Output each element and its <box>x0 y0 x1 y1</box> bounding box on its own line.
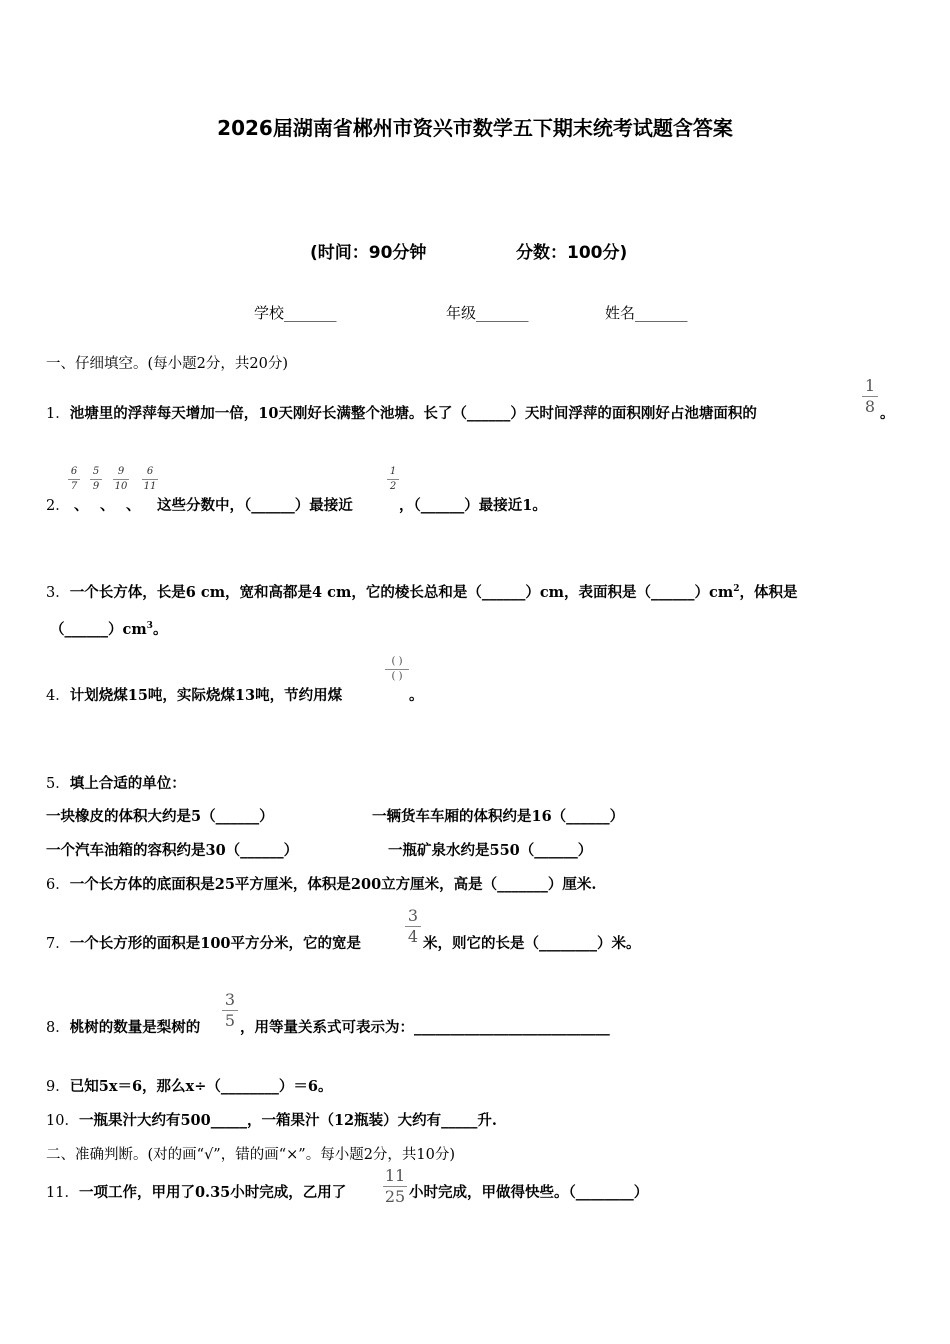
question-6 <box>46 873 596 894</box>
question-number: 9． <box>46 1079 70 1095</box>
question-number: 2． <box>46 498 70 514</box>
question-text: 一个长方体的底面积是25平方厘米，体积是200立方厘米，高是（_______）厘米. <box>69 876 597 893</box>
numerator: 1 <box>864 376 876 395</box>
question-7-tail: 米，则它的长是（________）米。 <box>423 935 641 952</box>
question-9 <box>46 1075 332 1096</box>
question-1 <box>46 402 757 423</box>
question-2-text: 这些分数中，（______）最接近 <box>157 497 353 514</box>
question-text: 桃树的数量是梨树的 <box>69 1019 201 1036</box>
question-4-tail: 。 <box>409 687 424 704</box>
denominator: 2 <box>389 481 397 492</box>
question-number: 1． <box>46 406 70 422</box>
question-2-tail: ，（______）最接近1。 <box>399 497 547 514</box>
numerator: 3 <box>407 906 419 925</box>
numerator: 6 <box>146 466 154 477</box>
question-number: 11． <box>46 1185 79 1201</box>
fraction-one-half <box>387 467 399 492</box>
question-5-item-d: 一瓶矿泉水约是550（______） <box>388 842 593 859</box>
denominator: 10 <box>114 481 128 492</box>
fraction-3-4 <box>405 908 421 945</box>
superscript: 3 <box>146 621 153 632</box>
question-5 <box>46 772 186 793</box>
question-text: 已知5x＝6，那么x÷（________）＝6。 <box>69 1078 333 1095</box>
question-5-item-c: 一个汽车油箱的容积约是30（______） <box>46 842 299 859</box>
denominator: 11 <box>143 481 157 492</box>
separator: 、 <box>100 497 115 514</box>
document-title: 2026届湖南省郴州市资兴市数学五下期末统考试题含答案 <box>217 116 733 140</box>
numerator: 1 <box>389 466 397 477</box>
denominator: ( ) <box>391 671 403 682</box>
denominator: 7 <box>70 481 78 492</box>
question-3-line-2 <box>50 618 167 639</box>
question-3 <box>46 581 797 602</box>
question-8-tail: ，用等量关系式可表示为：___________________________ <box>240 1019 610 1036</box>
numerator: 11 <box>384 1166 406 1185</box>
question-number: 6． <box>46 877 70 893</box>
question-number: 4． <box>46 688 70 704</box>
fraction-11-25 <box>383 1168 407 1205</box>
name-field: 姓名_______ <box>605 304 688 322</box>
question-7 <box>46 932 361 953</box>
question-number: 8． <box>46 1020 70 1036</box>
question-5-item-b: 一辆货车车厢的体积约是16（______） <box>372 808 625 825</box>
section-one-heading: 一、仔细填空。(每小题2分，共20分) <box>46 356 288 372</box>
question-text: 计划烧煤15吨，实际烧煤13吨，节约用煤 <box>69 687 343 704</box>
question-5-item-a: 一块橡皮的体积大约是5（______） <box>46 808 274 825</box>
question-number: 3． <box>46 585 70 601</box>
superscript: 2 <box>733 584 740 595</box>
denominator: 4 <box>407 927 419 946</box>
question-number: 5． <box>46 776 70 792</box>
fraction-5-9 <box>90 467 102 492</box>
question-text-cont: ，体积是 <box>739 584 798 601</box>
question-text: （______）cm <box>50 621 147 638</box>
question-10 <box>46 1109 497 1130</box>
question-1-tail: 。 <box>880 405 895 422</box>
question-text: 池塘里的浮萍每天增加一倍，10天刚好长满整个池塘。长了（______）天时间浮萍的面积刚好占池塘面积的 <box>69 405 757 422</box>
question-11-tail: 小时完成，甲做得快些。（________） <box>409 1184 649 1201</box>
question-8 <box>46 1016 200 1037</box>
question-text: 一个长方形的面积是100平方分米，它的宽是 <box>69 935 362 952</box>
grade-field: 年级_______ <box>446 304 529 322</box>
fraction-blank <box>385 657 409 682</box>
denominator: 9 <box>92 481 100 492</box>
numerator: 3 <box>224 990 236 1009</box>
fraction-one-eighth <box>862 378 878 415</box>
fraction-6-7 <box>68 467 80 492</box>
school-field: 学校_______ <box>254 304 337 322</box>
numerator: 5 <box>92 466 100 477</box>
numerator: 6 <box>70 466 78 477</box>
denominator: 8 <box>864 397 876 416</box>
question-number: 10． <box>46 1113 79 1129</box>
question-text: 一个长方体，长是6 cm，宽和高都是4 cm，它的棱长总和是（______）cm，表面积是（______）cm <box>69 584 734 601</box>
fraction-9-10 <box>113 467 129 492</box>
numerator: ( ) <box>391 656 403 667</box>
fraction-3-5 <box>222 992 238 1029</box>
denominator: 25 <box>384 1187 406 1206</box>
numerator: 9 <box>117 466 125 477</box>
question-text: 一瓶果汁大约有500_____，一箱果汁（12瓶装）大约有_____升. <box>78 1112 497 1129</box>
question-number: 7． <box>46 936 70 952</box>
separator: 、 <box>74 497 89 514</box>
question-2-number <box>46 494 70 515</box>
question-text: 填上合适的单位： <box>69 775 186 792</box>
question-text: 一项工作，甲用了0.35小时完成，乙用了 <box>78 1184 347 1201</box>
fraction-6-11 <box>142 467 158 492</box>
question-text-cont: 。 <box>152 621 168 638</box>
section-two-heading: 二、准确判断。(对的画“√”，错的画“×”。每小题2分，共10分) <box>46 1147 456 1163</box>
separator: 、 <box>126 497 141 514</box>
question-11 <box>46 1181 346 1202</box>
exam-score: 分数：100分) <box>516 243 628 263</box>
question-4 <box>46 684 342 705</box>
denominator: 5 <box>224 1011 236 1030</box>
exam-time: (时间：90分钟 <box>310 243 427 263</box>
